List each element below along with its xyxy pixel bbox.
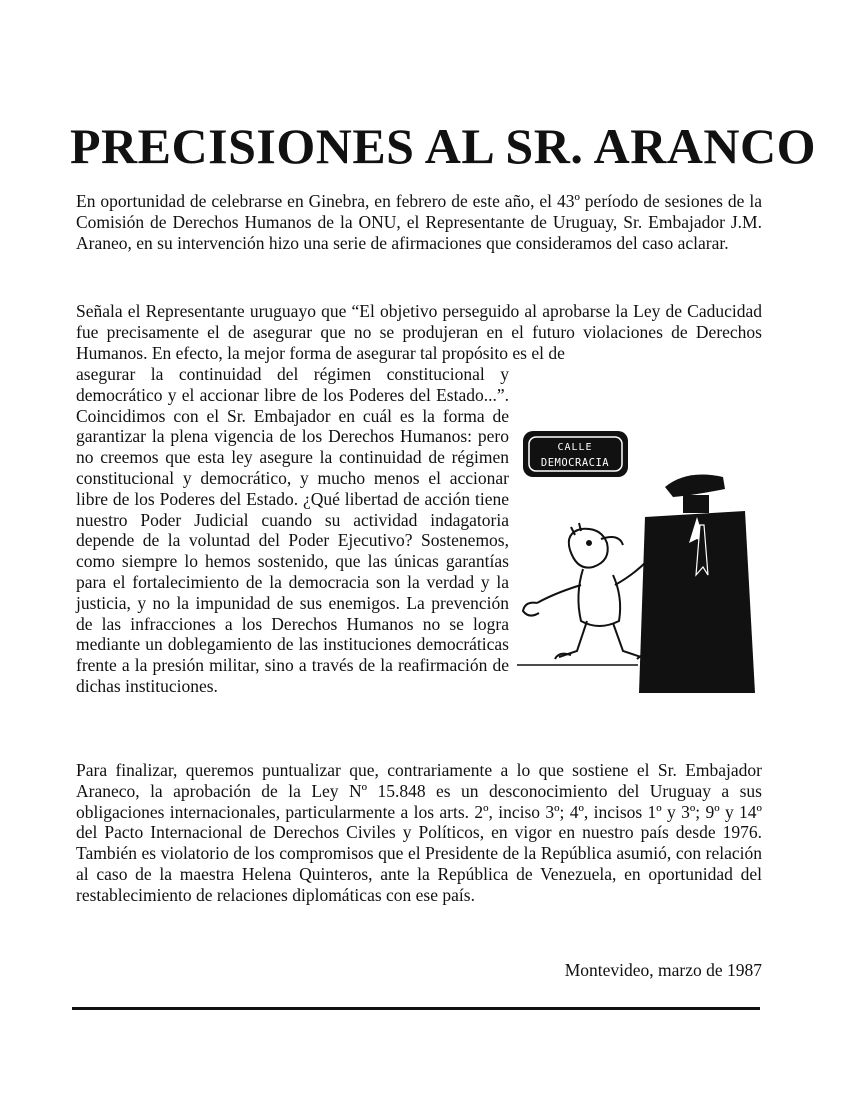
bottom-rule bbox=[72, 1007, 760, 1010]
paragraph-quote-continuation: asegurar la continuidad del régimen constitucional y democrático y el accionar libre de los Poderes del Estado...”. Coincidimos con el Sr. Embajador en cuál es la forma de garantizar la plena vigencia de los Derechos Humanos: pero no creemos que esta ley asegure la continuidad de régimen constitucional y democrático, y mucho menos el accionar libre de los Poderes del Estado. ¿Qué libertad de acción tiene nuestro Poder Judicial cuando su actividad indagatoria depende de la voluntad del Poder Ejecutivo? Sostenemos, como siempre lo hemos sostenido, que las únicas garantías para el fortalecimiento de la democracia son la verdad y la justicia, y no la impunidad de sus enemigos. La prevención de las infracciones a los Derechos Humanos no se logra mediante un doblegamiento de las instituciones democráticas frente a la presión militar, sino a través de la reafirmación de dichas instituciones. bbox=[76, 364, 509, 696]
paragraph-conclusion: Para finalizar, queremos puntualizar que, contrariamente a lo que sostiene el Sr. Embajador Araneco, la aprobación de la Ley Nº 15.848 es un desconocimiento del Uruguay a sus obligaciones internacionales, particularmente a los arts. 2º, inciso 3º; 4º, incisos 1º y 3º; 9º y 14º del Pacto Internacional de Derechos Civiles y Políticos, en vigor en nuestro país desde 1976. También es violatorio de los compromisos que el Presidente de la República asumió, con relación al caso de la maestra Helena Quinteros, ante la República de Venezuela, en oportunidad del restablecimiento de relaciones diplomáticas con ese país. bbox=[76, 760, 762, 905]
dateline: Montevideo, marzo de 1987 bbox=[564, 960, 762, 980]
officer-silhouette bbox=[639, 475, 755, 693]
fleeing-figure bbox=[523, 523, 655, 659]
cartoon-illustration bbox=[515, 425, 760, 695]
article-title: PRECISIONES AL SR. ARANCO bbox=[70, 118, 817, 174]
street-sign bbox=[523, 431, 628, 477]
paragraph-intro: En oportunidad de celebrarse en Ginebra, en febrero de este año, el 43º período de sesiones de la Comisión de Derechos Humanos de la ONU, el Representante de Uruguay, Sr. Embajador J.M. Araneo, en su intervención hizo una serie de afirmaciones que consideramos del caso aclarar. bbox=[76, 191, 762, 253]
street-sign-line-1: CALLE bbox=[557, 442, 593, 453]
paragraph-quote-start: Señala el Representante uruguayo que “El objetivo perseguido al aprobarse la Ley de Caducidad fue precisamente el de asegurar que no se produjeran en el futuro violaciones de Derechos Humanos. En efecto, la mejor forma de asegurar tal propósito es el de bbox=[76, 301, 762, 363]
street-sign-line-2: DEMOCRACIA bbox=[540, 457, 610, 469]
